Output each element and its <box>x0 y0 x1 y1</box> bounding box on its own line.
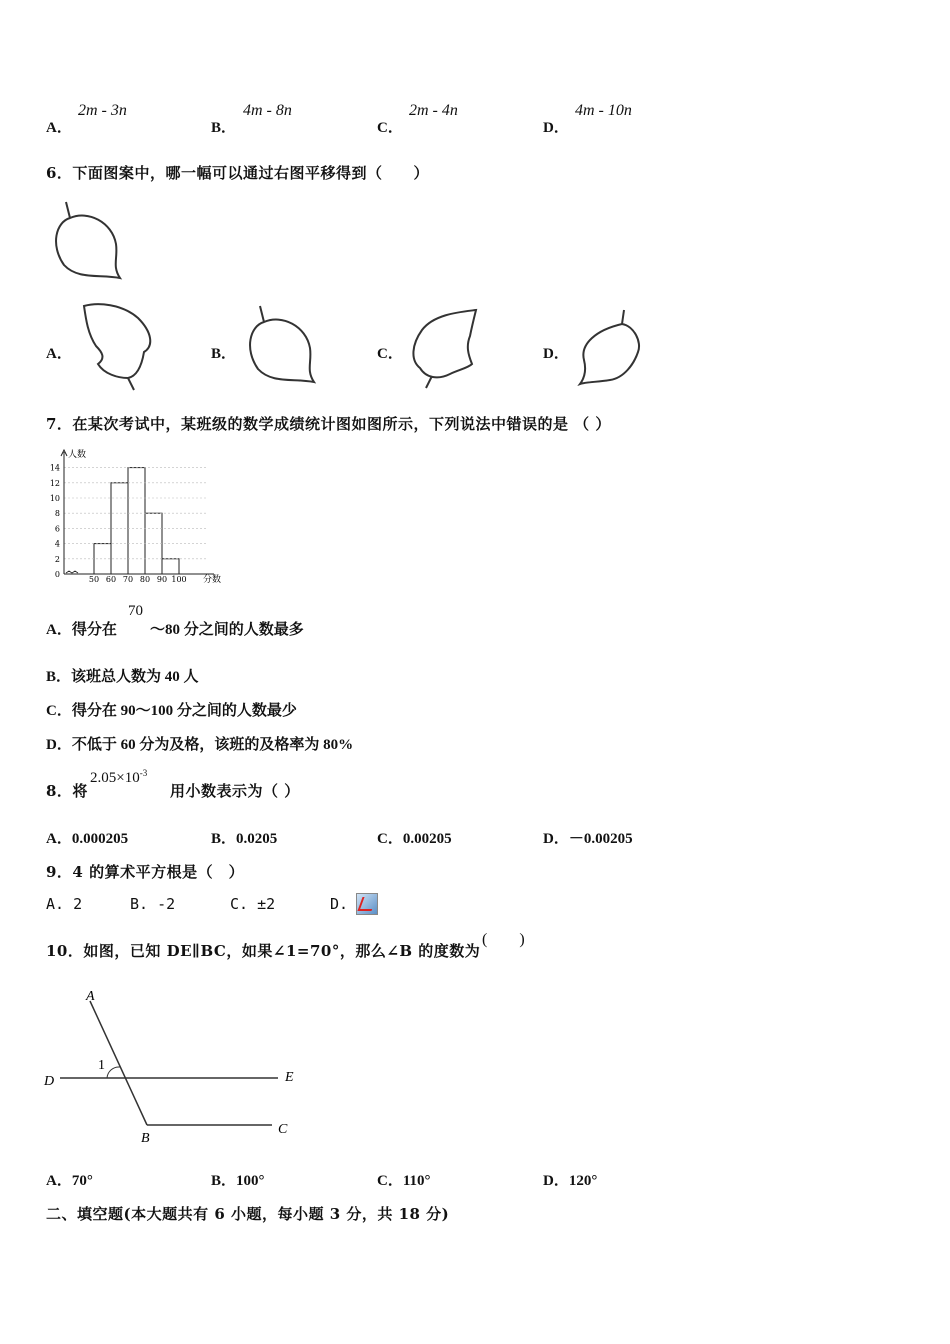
q10-geometry-figure <box>40 985 310 1145</box>
point-e-label: E <box>285 1070 294 1085</box>
axis-break-mark <box>66 571 78 573</box>
q7-option-a-math: 70 <box>128 603 143 619</box>
q8-option-a: A．0.000205 <box>46 831 129 847</box>
section-2-title: 二、填空题(本大题共有 6 小题，每小题 3 分，共 18 分) <box>46 1205 450 1223</box>
x-tick-label: 90 <box>156 575 168 584</box>
q6-option-b-leaf <box>242 304 322 390</box>
point-b-label: B <box>141 1131 150 1146</box>
q5-option-c-label: C． <box>377 120 403 136</box>
q7-option-b: B．该班总人数为 40 人 <box>46 669 199 685</box>
q10-stem: 10．如图，已知 DE∥BC，如果∠1=70°，那么∠B 的度数为 <box>46 942 481 960</box>
y-tick-label: 0 <box>54 570 60 579</box>
q6-original-leaf <box>48 200 128 285</box>
q6-option-c-label: C． <box>377 346 403 362</box>
q8-math-base: 2.05×10 <box>90 770 140 786</box>
q6-option-d-leaf <box>576 308 648 388</box>
point-c-label: C <box>278 1122 288 1137</box>
q9-option-b: B. -2 <box>130 895 176 913</box>
q5-option-b-label: B． <box>211 120 237 136</box>
broken-image-icon <box>356 893 378 915</box>
histogram-bars <box>94 468 179 574</box>
x-tick-label: 100 <box>171 575 187 584</box>
q6-option-d-label: D． <box>543 346 569 362</box>
point-d-label: D <box>44 1074 55 1089</box>
y-tick-label: 6 <box>54 524 60 534</box>
q9-option-d: D. <box>330 895 349 913</box>
q10-option-a: A．70° <box>46 1173 93 1189</box>
q10-option-c: C．110° <box>377 1173 431 1189</box>
y-tick-label: 8 <box>54 509 60 519</box>
q7-histogram <box>46 448 236 593</box>
q6-option-c-leaf <box>410 308 482 390</box>
angle-1-arc <box>107 1067 120 1078</box>
q6-option-b-label: B． <box>211 346 237 362</box>
x-tick-label: 70 <box>122 575 134 584</box>
x-tick-label: 80 <box>139 575 151 584</box>
q9-option-a: A. 2 <box>46 895 83 913</box>
y-tick-label: 14 <box>49 463 60 473</box>
q8-option-d: D．－0.00205 <box>543 831 633 847</box>
q8-math <box>90 768 147 787</box>
q7-option-d: D．不低于 60 分为及格，该班的及格率为 80% <box>46 737 354 753</box>
q6-option-a-leaf <box>82 302 154 394</box>
y-tick-label: 2 <box>54 554 60 564</box>
y-tick-label: 4 <box>54 539 60 549</box>
y-tick-label: 10 <box>49 494 60 503</box>
y-tick-label: 12 <box>49 478 60 488</box>
q8-stem-suffix: 用小数表示为（ ） <box>170 782 300 800</box>
histogram-bar-90-100 <box>162 559 179 574</box>
x-tick-label: 50 <box>88 575 100 584</box>
histogram-x-label: 分数 <box>203 575 222 585</box>
q5-option-d-label: D． <box>543 120 569 136</box>
q7-option-a-suffix: ～80 分之间的人数最多 <box>150 622 304 638</box>
x-tick-label: 60 <box>105 575 117 584</box>
q5-option-a-expr: 2m - 3n <box>78 102 127 119</box>
q10-option-b: B．100° <box>211 1173 265 1189</box>
q8-option-b: B．0.0205 <box>211 831 278 847</box>
histogram-x-ticks <box>89 575 187 584</box>
angle-1-label: 1 <box>98 1058 105 1073</box>
q5-option-a-label: A． <box>46 120 72 136</box>
q8-stem-prefix: 8．将 <box>46 782 88 800</box>
q6-stem: 6．下面图案中，哪一幅可以通过右图平移得到（ ） <box>46 164 429 182</box>
q7-stem: 7．在某次考试中，某班级的数学成绩统计图如图所示，下列说法中错误的是 （ ） <box>46 415 611 433</box>
q7-option-a-prefix: A．得分在 <box>46 622 117 638</box>
q10-paren: ( ) <box>482 931 525 948</box>
histogram-y-ticks <box>50 464 60 579</box>
point-a-label: A <box>86 989 95 1004</box>
histogram-bar-70-80 <box>128 468 145 574</box>
histogram-y-label: 人数 <box>68 450 87 460</box>
q5-option-c-expr: 2m - 4n <box>409 102 458 119</box>
q8-math-exp: -3 <box>139 768 148 778</box>
q8-option-c: C．0.00205 <box>377 831 452 847</box>
q5-option-b-expr: 4m - 8n <box>243 102 292 119</box>
q5-option-d-expr: 4m - 10n <box>575 102 632 119</box>
q6-option-a-label: A． <box>46 346 72 362</box>
q7-option-c: C．得分在 90～100 分之间的人数最少 <box>46 703 297 719</box>
q9-stem: 9．4 的算术平方根是（ ） <box>46 863 245 881</box>
q10-option-d: D．120° <box>543 1173 598 1189</box>
q9-option-c: C. ±2 <box>230 895 276 913</box>
